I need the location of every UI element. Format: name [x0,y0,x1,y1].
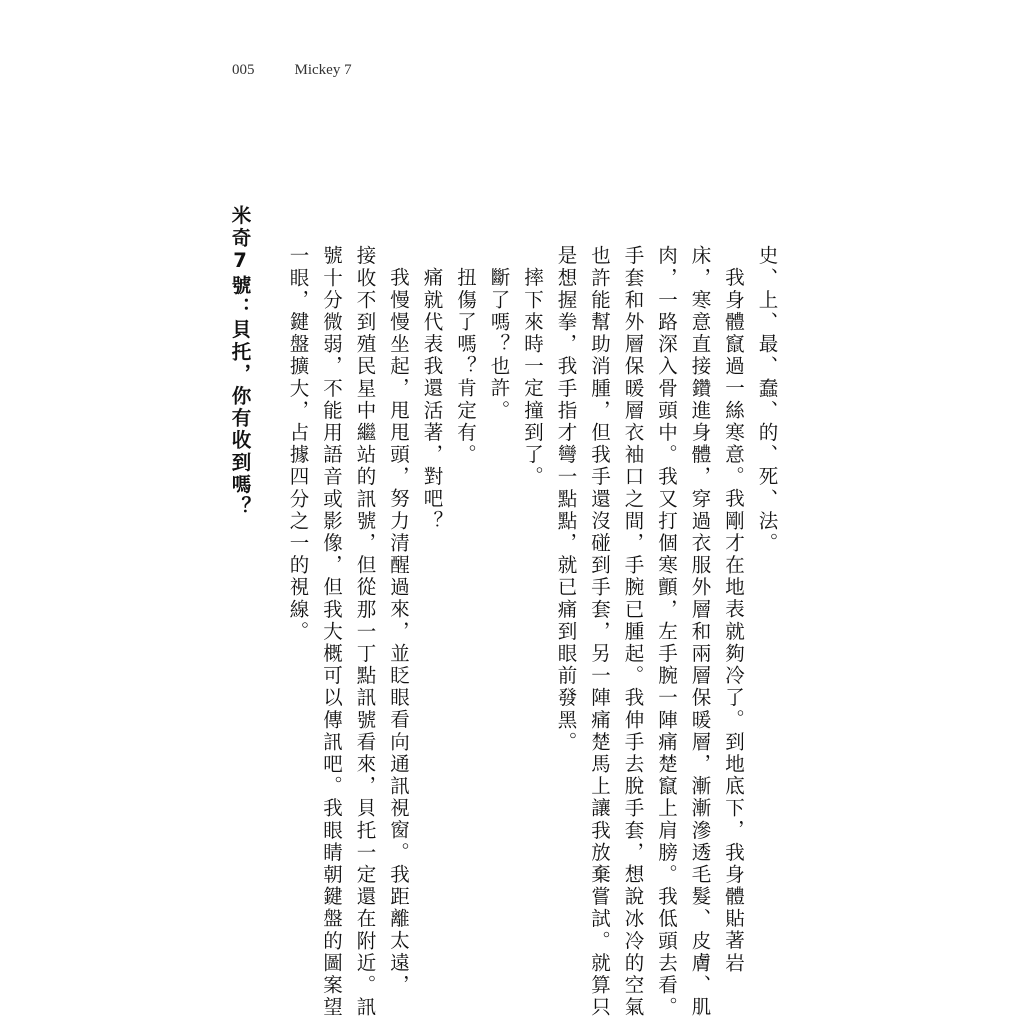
text-column: 我慢慢坐起，甩甩頭，努力清醒過來，並眨眼看向通訊視窗。我距離太遠， [387,267,410,997]
text-column: 斷了嗎？也許。 [487,267,511,422]
text-column: 摔下來時一定撞到了。 [521,267,544,488]
text-column: 是想握拳，我手指才彎一點點，就已痛到眼前發黑。 [554,245,578,754]
text-column: 史、上、最、蠢、的、死、法。 [755,245,779,555]
text-column: 扭傷了嗎？肯定有。 [454,267,477,466]
book-title: Mickey 7 [294,62,352,78]
text-column: 手套和外層保暖層衣袖口之間，手腕已腫起。我伸手去脫手套，想說冰冷的空氣 [621,245,645,1019]
text-column: 我身體竄過一絲寒意。我剛才在地表就夠冷了。到地底下，我身體貼著岩 [722,267,745,975]
text-column: 床，寒意直接鑽進身體，穿過衣服外層和兩層保暖層，漸漸滲透毛髮、皮膚、肌 [688,245,712,1019]
text-column: 接收不到殖民星中繼站的訊號，但從那一丁點訊號看來，貝托一定還在附近。訊 [353,245,377,1019]
text-column: 也許能幫助消腫，但我手還沒碰到手套，另一陣痛楚馬上讓我放棄嘗試。就算只 [588,245,611,1019]
running-header [232,62,352,79]
text-column: 號十分微弱，不能用語音或影像，但我大概可以傳訊吧。我眼睛朝鍵盤的圖案望 [320,245,343,1019]
text-column: 痛就代表我還活著，對吧？ [420,267,444,533]
chat-message-line: 米奇7號：貝托，你有收到嗎？ [228,205,252,518]
text-column: 一眼，鍵盤擴大，占據四分之一的視線。 [286,245,310,643]
text-column: 肉，一路深入骨頭中。我又打個寒顫，左手腕一陣痛楚竄上肩膀。我低頭去看。 [655,245,678,1019]
page-number: 005 [232,62,255,78]
